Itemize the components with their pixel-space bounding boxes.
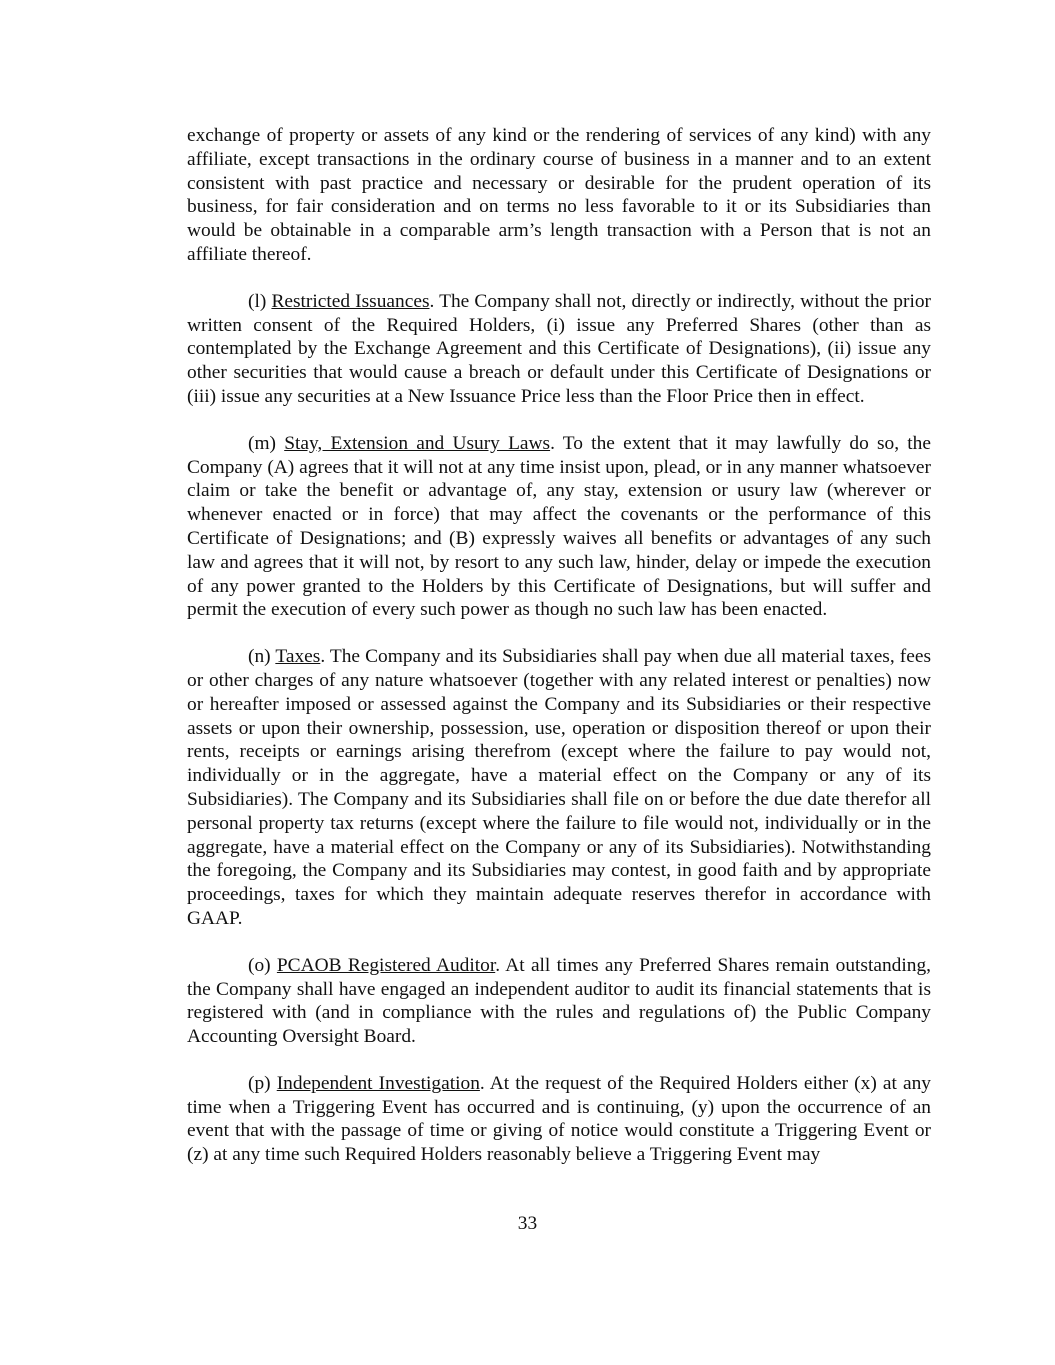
section-body: . At the request of the Required Holders either (x) at any time when a Triggering Event has occurred and is continuing, (y) upon the occurrence of an event that with the passage of time or giving of notice would constitute a Triggering Event or (z) at any time such Required Holders reasonably believe a Triggering Event may (187, 1072, 931, 1166)
section-p-independent-investigation (187, 1072, 931, 1167)
section-label: (o) (248, 954, 277, 976)
page-number: 33 (517, 1213, 538, 1234)
document-body (187, 124, 931, 1190)
section-m-stay-extension-usury (187, 432, 931, 622)
section-body: . At all times any Preferred Shares remain outstanding, the Company shall have engaged an independent auditor to audit its financial statements that is registered with (and in compliance with the rules and regulations of) the Public Company Accounting Oversight Board. (187, 954, 931, 1048)
section-o-pcaob-auditor (187, 954, 931, 1049)
section-heading: Restricted Issuances (271, 290, 430, 312)
section-body: . The Company shall not, directly or indirectly, without the prior written consent of the Required Holders, (i) issue any Preferred Shares (other than as contemplated by the Exchange Agreement and this Certificate of Designations), (ii) issue any other securities that would cause a breach or default under this Certificate of Designations or (iii) issue any securities at a New Issuance Price less than the Floor Price then in effect. (187, 290, 931, 407)
section-n-taxes (187, 645, 931, 931)
section-heading: Taxes (275, 646, 321, 668)
section-body: . The Company and its Subsidiaries shall pay when due all material taxes, fees or other charges of any nature whatsoever (together with any related interest or penalties) now or hereafter imposed or assessed against the Company and its Subsidiaries or their respective assets or upon their ownership, possession, use, operation or disposition thereof or upon their rents, receipts or earnings arising therefrom (except where the failure to pay would not, individually or in the aggregate, have a material effect on the Company or any of its Subsidiaries). The Company and its Subsidiaries shall file on or before the due date therefor all personal property tax returns (except where the failure to file would not, individually or in the aggregate, have a material effect on the Company or any of its Subsidiaries). Notwithstanding the foregoing, the Company and its Subsidiaries may contest, in good faith and by appropriate proceedings, taxes for which they maintain adequate reserves therefor in accordance with GAAP. (187, 646, 932, 929)
section-heading: PCAOB Registered Auditor (276, 954, 496, 976)
section-label: (m) (248, 432, 285, 454)
section-label: (l) (248, 290, 272, 312)
section-body: . To the extent that it may lawfully do so, the Company (A) agrees that it will not at any time insist upon, plead, or in any manner whatsoever claim or take the benefit or advantage of, any stay, extension or usury law (wherever or whenever enacted or in force) that may affect the covenants or the performance of this Certificate of Designations; and (B) expressly waives all benefits or advantages of any such law and agrees that it will not, by resort to any such law, hinder, delay or impede the execution of any power granted to the Holders by this Certificate of Designations, but will suffer and permit the execution of every such power as though no such law has been enacted. (187, 432, 931, 621)
continued-paragraph-text: exchange of property or assets of any kind or the rendering of services of any kind) with any affiliate, except transactions in the ordinary course of business in a manner and to an extent consistent with past practice and necessary or desirable for the prudent operation of its business, for fair consideration and on terms no less favorable to it or its Subsidiaries than would be obtainable in a comparable arm’s length transaction with a Person that is not an affiliate thereof. (187, 125, 931, 265)
section-label: (n) (248, 646, 276, 668)
section-heading: Stay, Extension and Usury Laws (284, 432, 551, 454)
section-label: (p) (248, 1072, 277, 1094)
section-heading: Independent Investigation (276, 1072, 480, 1094)
section-l-restricted-issuances (187, 290, 931, 409)
continued-paragraph (187, 124, 931, 267)
